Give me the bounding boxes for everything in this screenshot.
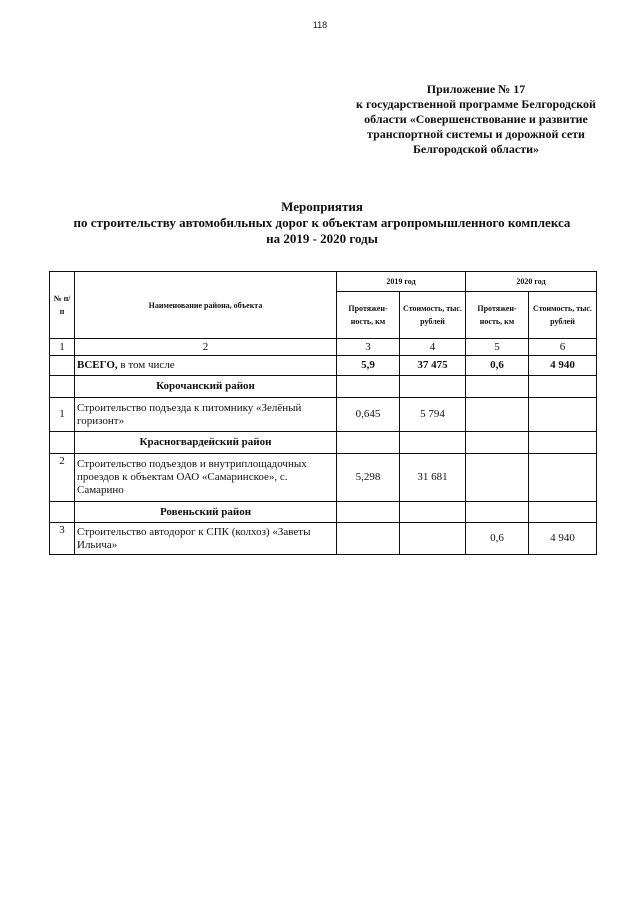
- appendix-header: [326, 82, 626, 157]
- table-row: [50, 454, 597, 502]
- row-num: 3: [50, 523, 75, 555]
- row-cost-2019: 5 794: [400, 398, 466, 432]
- district-name: Красногвардейский район: [75, 432, 337, 454]
- appendix-line: Белгородской области»: [412, 142, 540, 156]
- empty-cell: [50, 432, 75, 454]
- header-year-2020: 2020 год: [466, 272, 597, 292]
- row-name: Строительство автодорог к СПК (колхоз) «Заветы Ильича»: [75, 523, 337, 555]
- empty-cell: [400, 376, 466, 398]
- total-cost-2019: 37 475: [400, 356, 466, 376]
- page-number: 118: [312, 20, 328, 30]
- header-length-2020: Протяжен- ность, км: [466, 292, 529, 339]
- total-length-2020: 0,6: [466, 356, 529, 376]
- table-row: [50, 523, 597, 555]
- empty-cell: [50, 376, 75, 398]
- appendix-line: Приложение № 17: [426, 82, 526, 96]
- row-length-2019: [337, 523, 400, 555]
- empty-cell: [337, 376, 400, 398]
- row-length-2020: 0,6: [466, 523, 529, 555]
- column-number: 3: [337, 339, 400, 356]
- column-number: 4: [400, 339, 466, 356]
- row-length-2019: 5,298: [337, 454, 400, 502]
- row-num: 2: [50, 454, 75, 502]
- district-row: [50, 432, 597, 454]
- title-line: по строительству автомобильных дорог к объектам агропромышленного комплекса: [73, 215, 571, 230]
- column-number: 2: [75, 339, 337, 356]
- header-year-2019: 2019 год: [337, 272, 466, 292]
- empty-cell: [466, 432, 529, 454]
- appendix-line: транспортной системы и дорожной сети: [367, 127, 585, 141]
- roads-table: [49, 271, 597, 555]
- row-length-2020: [466, 454, 529, 502]
- empty-cell: [50, 502, 75, 523]
- district-name: Ровеньский район: [75, 502, 337, 523]
- total-cost-2020: 4 940: [529, 356, 597, 376]
- header-length-2019: Протяжен- ность, км: [337, 292, 400, 339]
- header-name: Наименование района, объекта: [75, 272, 337, 339]
- empty-cell: [466, 502, 529, 523]
- row-name: Строительство подъездов и внутриплощадочных проездов к объектам ОАО «Самаринское», с. Самарино: [75, 454, 337, 502]
- empty-cell: [529, 376, 597, 398]
- column-number: 6: [529, 339, 597, 356]
- title-line: на 2019 - 2020 годы: [266, 231, 378, 246]
- appendix-line: области «Совершенствование и развитие: [364, 112, 588, 126]
- column-number: 1: [50, 339, 75, 356]
- column-number: 5: [466, 339, 529, 356]
- row-cost-2020: [529, 398, 597, 432]
- header-num: № п/п: [50, 272, 75, 339]
- row-cost-2019: 31 681: [400, 454, 466, 502]
- empty-cell: [529, 432, 597, 454]
- total-label-cell: [75, 356, 337, 376]
- district-name: Корочанский район: [75, 376, 337, 398]
- total-num-cell: [50, 356, 75, 376]
- total-row: [50, 356, 597, 376]
- row-name: Строительство подъезда к питомнику «Зелёный горизонт»: [75, 398, 337, 432]
- table-row: [50, 398, 597, 432]
- district-row: [50, 502, 597, 523]
- header-cost-2020: Стоимость, тыс. рублей: [529, 292, 597, 339]
- row-length-2019: 0,645: [337, 398, 400, 432]
- empty-cell: [337, 502, 400, 523]
- empty-cell: [337, 432, 400, 454]
- district-row: [50, 376, 597, 398]
- total-label-rest: в том числе: [117, 359, 175, 371]
- empty-cell: [466, 376, 529, 398]
- empty-cell: [400, 432, 466, 454]
- document-title: [10, 199, 634, 247]
- total-length-2019: 5,9: [337, 356, 400, 376]
- empty-cell: [529, 502, 597, 523]
- row-num: 1: [50, 398, 75, 432]
- row-cost-2020: [529, 454, 597, 502]
- header-cost-2019: Стоимость, тыс. рублей: [400, 292, 466, 339]
- title-line: Мероприятия: [281, 199, 363, 214]
- row-cost-2019: [400, 523, 466, 555]
- row-cost-2020: 4 940: [529, 523, 597, 555]
- empty-cell: [400, 502, 466, 523]
- appendix-line: к государственной программе Белгородской: [356, 97, 596, 111]
- row-length-2020: [466, 398, 529, 432]
- total-label: ВСЕГО,: [77, 359, 118, 371]
